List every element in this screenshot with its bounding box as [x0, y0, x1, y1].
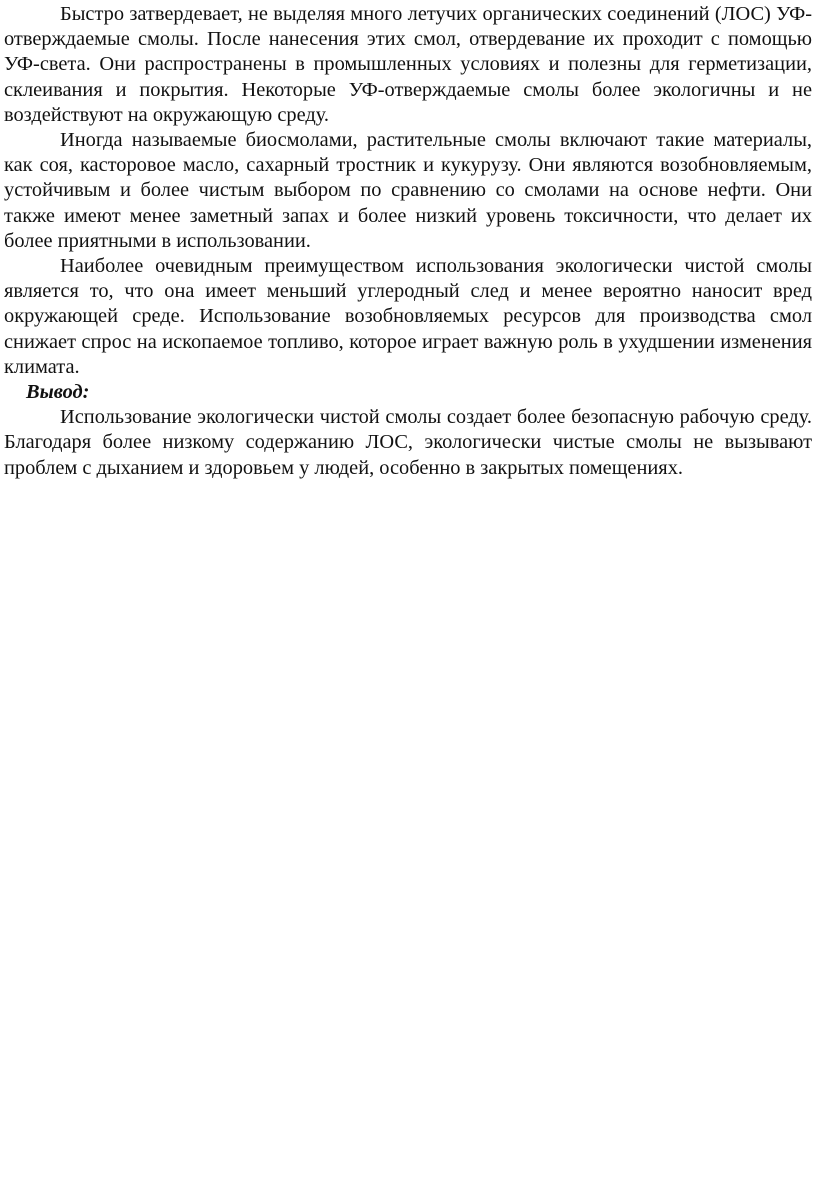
paragraph-bio-resins: Иногда называемые биосмолами, растительные смолы включают такие материалы, как соя, касторовое масло, сахарный тростник и кукурузу. Они являются возобновляемым, устойчивым и более чистым выбором по сравнению со смолами на основе нефти. Они также имеют менее заметный запах и более низкий уровень токсичности, что делает их более приятными в использовании.	[4, 129, 812, 252]
document-body	[4, 2, 812, 481]
paragraph-uv-resins: Быстро затвердевает, не выделяя много летучих органических соединений (ЛОС) УФ-отверждаемые смолы. После нанесения этих смол, отвердевание их проходит с помощью УФ-света. Они распространены в промышленных условиях и полезны для герметизации, склеивания и покрытия. Некоторые УФ-отверждаемые смолы более экологичны и не воздействуют на окружающую среду.	[4, 3, 812, 126]
conclusion-heading: Вывод:	[26, 381, 90, 404]
conclusion-paragraph: Использование экологически чистой смолы создает более безопасную рабочую среду. Благодаря более низкому содержанию ЛОС, экологически чистые смолы не вызывают проблем с дыханием и здоровьем у людей, особенно в закрытых помещениях.	[4, 406, 812, 479]
paragraph-advantages: Наиболее очевидным преимуществом использования экологически чистой смолы является то, что она имеет меньший углеродный след и менее вероятно наносит вред окружающей среде. Использование возобновляемых ресурсов для производства смол снижает спрос на ископаемое топливо, которое играет важную роль в ухудшении изменения климата.	[4, 255, 812, 378]
